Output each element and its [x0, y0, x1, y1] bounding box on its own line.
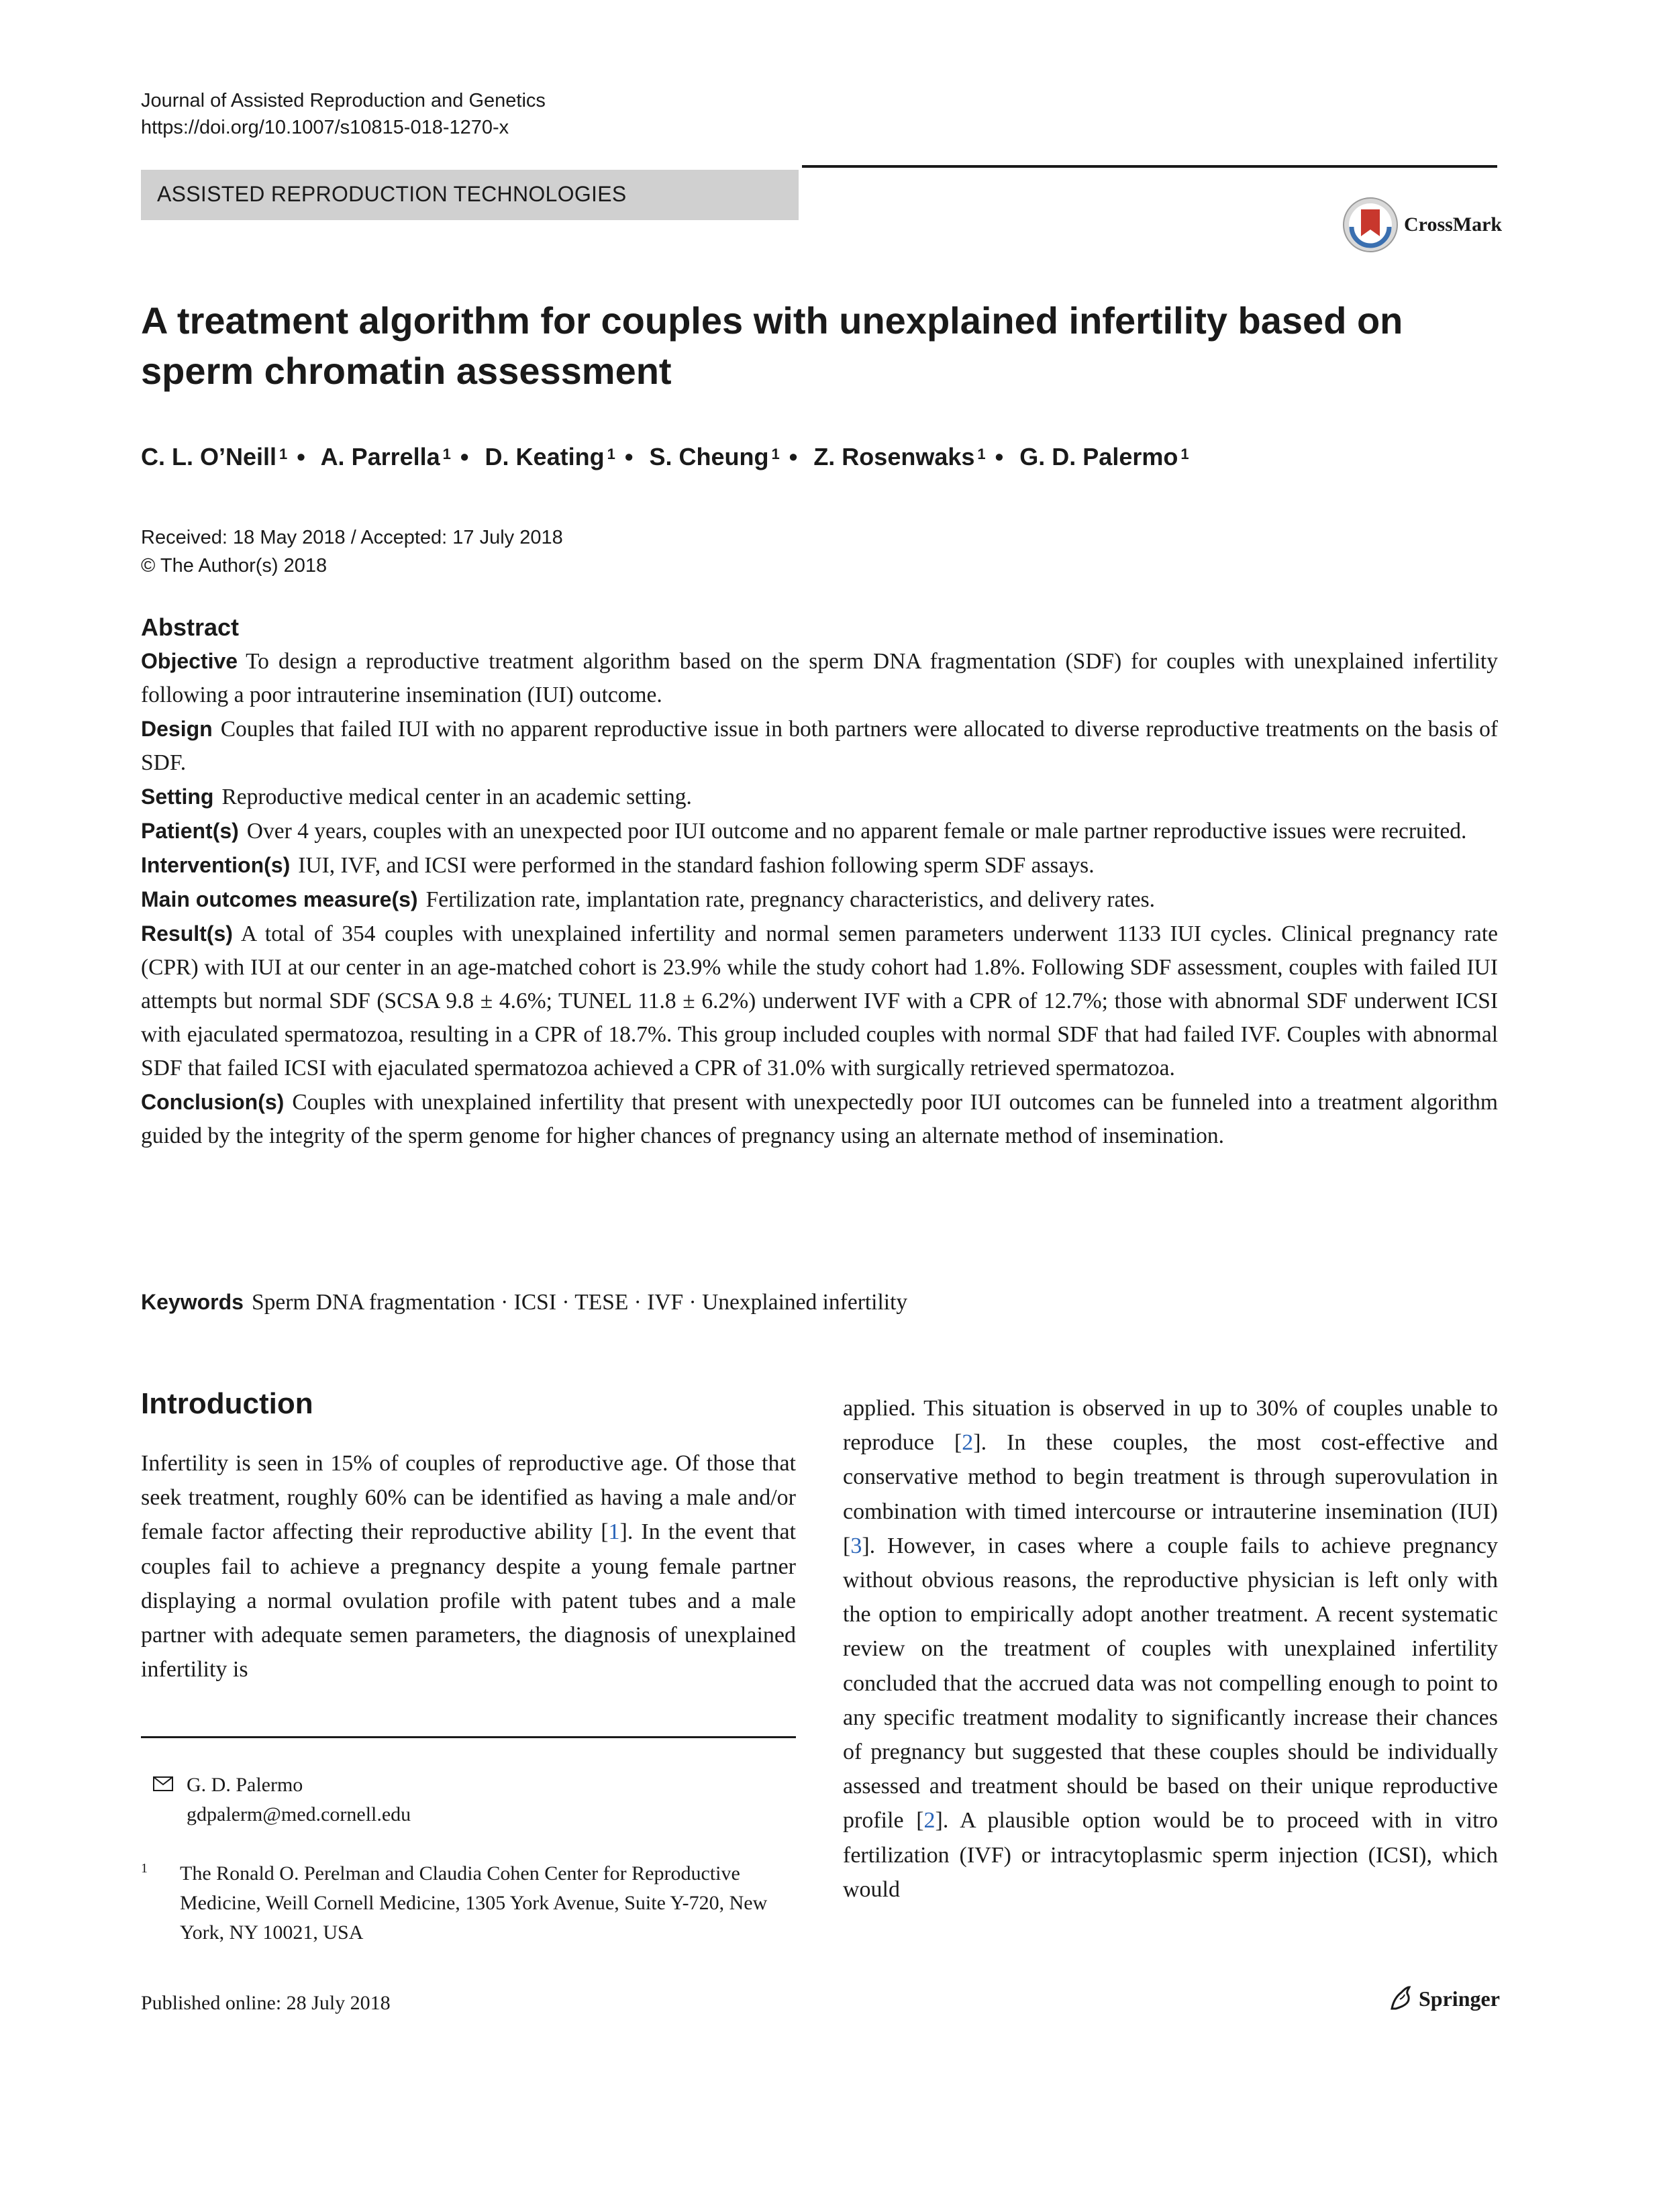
keywords-label: Keywords [141, 1290, 244, 1314]
author-name[interactable]: A. Parrella [320, 443, 440, 470]
copyright-line: © The Author(s) 2018 [141, 555, 327, 576]
author-name[interactable]: G. D. Palermo [1019, 443, 1178, 470]
abstract-conclusions [141, 1085, 1498, 1153]
corresponding-name: G. D. Palermo [187, 1774, 303, 1796]
journal-header [141, 87, 546, 141]
citation-link[interactable]: 2 [923, 1808, 936, 1833]
abstract [141, 611, 1498, 1153]
introduction-heading: Introduction [141, 1387, 313, 1420]
abstract-design [141, 712, 1498, 780]
objective-label: Objective [141, 649, 238, 673]
crossmark-badge[interactable] [1342, 195, 1503, 255]
outcomes-text: Fertilization rate, implantation rate, pregnancy characteristics, and delivery rates. [425, 887, 1155, 912]
journal-name: Journal of Assisted Reproduction and Genetics [141, 90, 546, 111]
author-name[interactable]: C. L. O’Neill [141, 443, 277, 470]
springer-logo [1386, 1983, 1501, 2017]
author-name[interactable]: Z. Rosenwaks [813, 443, 975, 470]
abstract-interventions [141, 848, 1498, 883]
interventions-label: Intervention(s) [141, 853, 291, 877]
abstract-outcomes [141, 883, 1498, 917]
doi-link[interactable]: https://doi.org/10.1007/s10815-018-1270-x [141, 117, 509, 138]
author-affiliation-mark: 1 [442, 446, 451, 462]
patients-label: Patient(s) [141, 819, 239, 843]
author-name[interactable]: S. Cheung [649, 443, 769, 470]
intro-paragraph-left: Infertility is seen in 15% of couples of reproductive age. Of those that seek treatment, roughly 60% can be identified as having a male and/or female factor affecting their reproductive ability [1]. In the event that couples fail to achieve a pregnancy despite a young female partner displaying a normal ovulation profile with patent tubes and a male partner with adequate semen parameters, the diagnosis of unexplained infertility is [141, 1451, 796, 1682]
body-column-right [843, 1391, 1498, 1907]
setting-label: Setting [141, 785, 214, 809]
setting-text: Reproductive medical center in an academic setting. [221, 785, 692, 809]
author-list: C. L. O’Neill $^1$ • A. Parrella $^1$ • D. Keating $^1$ • S. Cheung $^1$ • Z. Rosenwaks $^1$ • G. D. Palermo $^1$ [141, 443, 1189, 470]
abstract-objective [141, 644, 1498, 712]
article-dates [141, 523, 563, 580]
article-title: A treatment algorithm for couples with unexplained infertility based on sperm chromatin assessment [141, 299, 1403, 392]
header-rule [802, 165, 1497, 168]
abstract-patients [141, 814, 1498, 848]
received-accepted: Received: 18 May 2018 / Accepted: 17 July 2018 [141, 527, 563, 548]
author-affiliation-mark: 1 [977, 446, 986, 462]
abstract-setting [141, 780, 1498, 814]
affiliation-number: 1 [141, 1861, 148, 1876]
citation-link[interactable]: 2 [962, 1430, 974, 1456]
results-label: Result(s) [141, 921, 233, 946]
abstract-results [141, 917, 1498, 1085]
citation-link[interactable]: 3 [850, 1533, 862, 1558]
keywords-text: Sperm DNA fragmentation · ICSI · TESE · IVF · Unexplained infertility [251, 1290, 908, 1315]
interventions-text: IUI, IVF, and ICSI were performed in the standard fashion following sperm SDF assays. [298, 853, 1095, 878]
published-online: Published online: 28 July 2018 [141, 1992, 391, 2014]
body-column-left [141, 1446, 796, 1687]
design-label: Design [141, 717, 213, 741]
springer-horse-icon [1386, 1983, 1416, 2013]
design-text: Couples that failed IUI with no apparent reproductive issue in both partners were allocated to diverse reproductive treatments on the basis of SDF. [141, 717, 1498, 775]
corresponding-author [153, 1770, 411, 1829]
intro-paragraph-right: applied. This situation is observed in up to 30% of couples unable to reproduce [2]. In these couples, the most cost-effective and conservative method to begin treatment is through superovulation in combination with timed intercourse or intrauterine insemination (IUI) [3]. However, in cases where a couple fails to achieve pregnancy without obvious reasons, the reproductive physician is left only with the option to empirically adopt another treatment. A recent systematic review on the treatment of couples with unexplained infertility concluded that the accrued data was not compelling enough to point to any specific treatment modality to significantly increase their chances of pregnancy but suggested that these couples should be individually assessed and treatment should be based on their unique reproductive profile [2]. A plausible option would be to proceed with in vitro fertilization (IVF) or intracytoplasmic sperm injection (ICSI), which would [843, 1396, 1498, 1902]
affiliation-text: The Ronald O. Perelman and Claudia Cohen Center for Reproductive Medicine, Weill Cornell Medicine, 1305 York Avenue, Suite Y-720, New York, NY 10021, USA [180, 1862, 768, 1944]
author-affiliation-mark: 1 [771, 446, 780, 462]
envelope-icon [153, 1770, 174, 1800]
author-affiliation-mark: 1 [607, 446, 615, 462]
author-name[interactable]: D. Keating [485, 443, 605, 470]
section-band [141, 170, 799, 220]
footnote-rule [141, 1736, 796, 1738]
affiliation [141, 1859, 796, 1948]
section-label: ASSISTED REPRODUCTION TECHNOLOGIES [157, 182, 627, 206]
crossmark-label: CrossMark [1404, 213, 1503, 236]
results-text: A total of 354 couples with unexplained infertility and normal semen parameters underwent 1133 IUI cycles. Clinical pregnancy rate (CPR) with IUI at our center in an age-matched cohort is 23.9% while the study cohort had 1.8%. Following SDF assessment, couples with failed IUI attempts but normal SDF (SCSA 9.8 ± 4.6%; TUNEL 11.8 ± 6.2%) underwent IVF with a CPR of 12.7%; those with abnormal SDF underwent ICSI with ejaculated spermatozoa, resulting in a CPR of 18.7%. This group included couples with normal SDF that had failed IVF. Couples with abnormal SDF that failed ICSI with ejaculated spermatozoa achieved a CPR of 31.0% with surgically retrieved spermatozoa. [141, 921, 1498, 1080]
objective-text: To design a reproductive treatment algorithm based on the sperm DNA fragmentation (SDF) for couples with unexplained infertility following a poor intrauterine insemination (IUI) outcome. [141, 649, 1498, 707]
conclusions-label: Conclusion(s) [141, 1090, 285, 1114]
patients-text: Over 4 years, couples with an unexpected poor IUI outcome and no apparent female or male partner reproductive issues were recruited. [246, 819, 1467, 844]
outcomes-label: Main outcomes measure(s) [141, 887, 418, 911]
citation-link[interactable]: 1 [608, 1519, 620, 1545]
keywords [141, 1285, 907, 1319]
springer-label: Springer [1419, 1987, 1500, 2011]
corresponding-email[interactable]: gdpalerm@med.cornell.edu [187, 1803, 411, 1825]
abstract-heading: Abstract [141, 613, 240, 641]
author-affiliation-mark: 1 [279, 446, 288, 462]
conclusions-text: Couples with unexplained infertility that present with unexpectedly poor IUI outcomes can be funneled into a treatment algorithm guided by the integrity of the sperm genome for higher chances of pregnancy using an alternate method of insemination. [141, 1090, 1498, 1148]
author-affiliation-mark: 1 [1180, 446, 1189, 462]
